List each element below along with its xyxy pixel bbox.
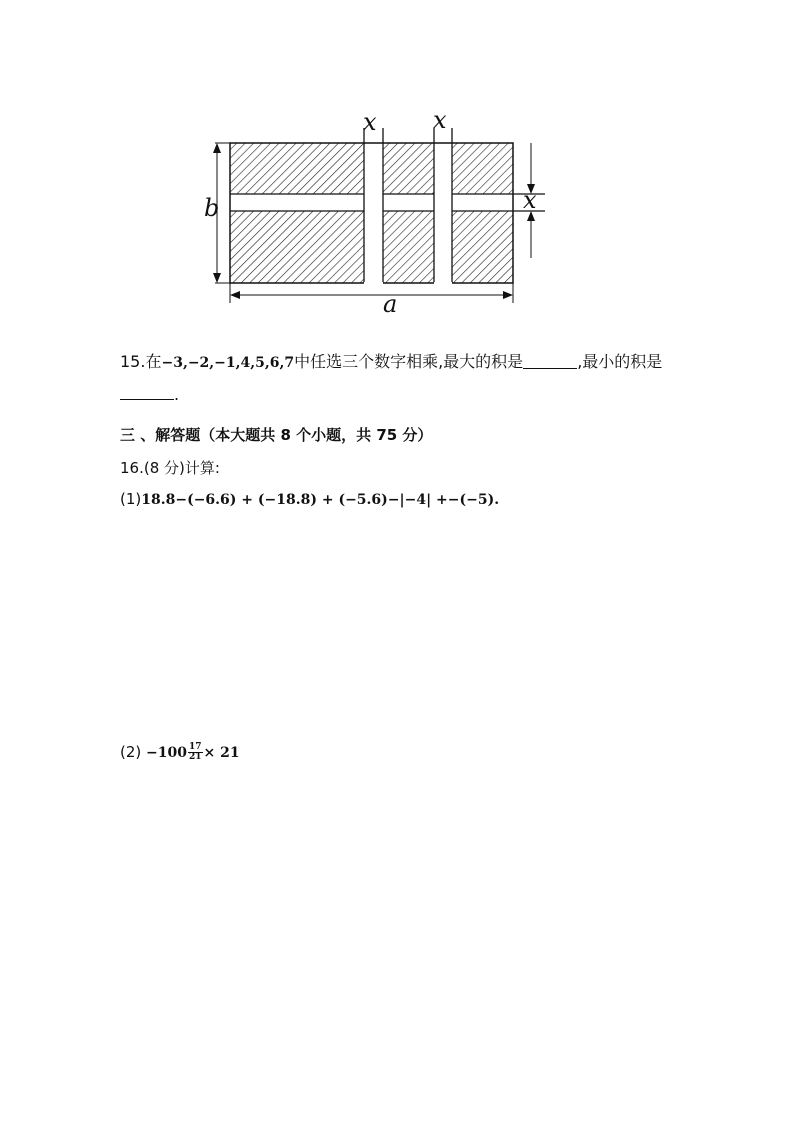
q15-end: . [174,385,180,404]
question-16-part2 [120,743,240,762]
hatched-block [452,211,513,283]
fraction-numerator: 17 [188,742,202,752]
label-a: a [383,290,398,318]
hatched-block [452,143,513,194]
part2-fraction [188,743,203,762]
part1-expression: 18.8−(−6.6) + (−18.8) + (−5.6)−|−4| +−(−5). [141,492,500,508]
figure-svg [195,108,555,313]
question-15-line2 [120,383,179,404]
question-16-header: 16.(8 分)计算: [120,459,220,477]
hatched-block [230,143,364,194]
section-title: 三 、解答题（本大题共 8 个小题，共 75 分） [120,426,433,444]
label-x-top-right: x [433,106,447,134]
hatched-block [383,211,434,283]
part2-label: (2) [120,743,147,761]
question-15 [120,350,662,375]
q15-numbers: −3,−2,−1,4,5,6,7 [161,355,295,371]
hatched-block [230,211,364,283]
label-x-right: x [523,186,537,214]
part2-integer: −100 [146,745,187,761]
hatched-block [383,143,434,194]
part1-label: (1) [120,490,142,508]
label-x-top-left: x [363,108,377,136]
answer-blank-max[interactable] [523,352,577,369]
q15-number: 15. [120,352,146,371]
question-16-part1 [120,490,499,508]
q15-text-after: ,最小的积是 [577,352,663,371]
fraction-denominator: 21 [188,752,202,762]
label-b: b [204,194,220,222]
q15-text-before: 在 [145,352,162,371]
q15-text-mid: 中任选三个数字相乘,最大的积是 [294,352,524,371]
part2-rest: × 21 [203,745,240,761]
answer-blank-min[interactable] [120,383,174,400]
rectangle-road-figure [195,106,555,318]
